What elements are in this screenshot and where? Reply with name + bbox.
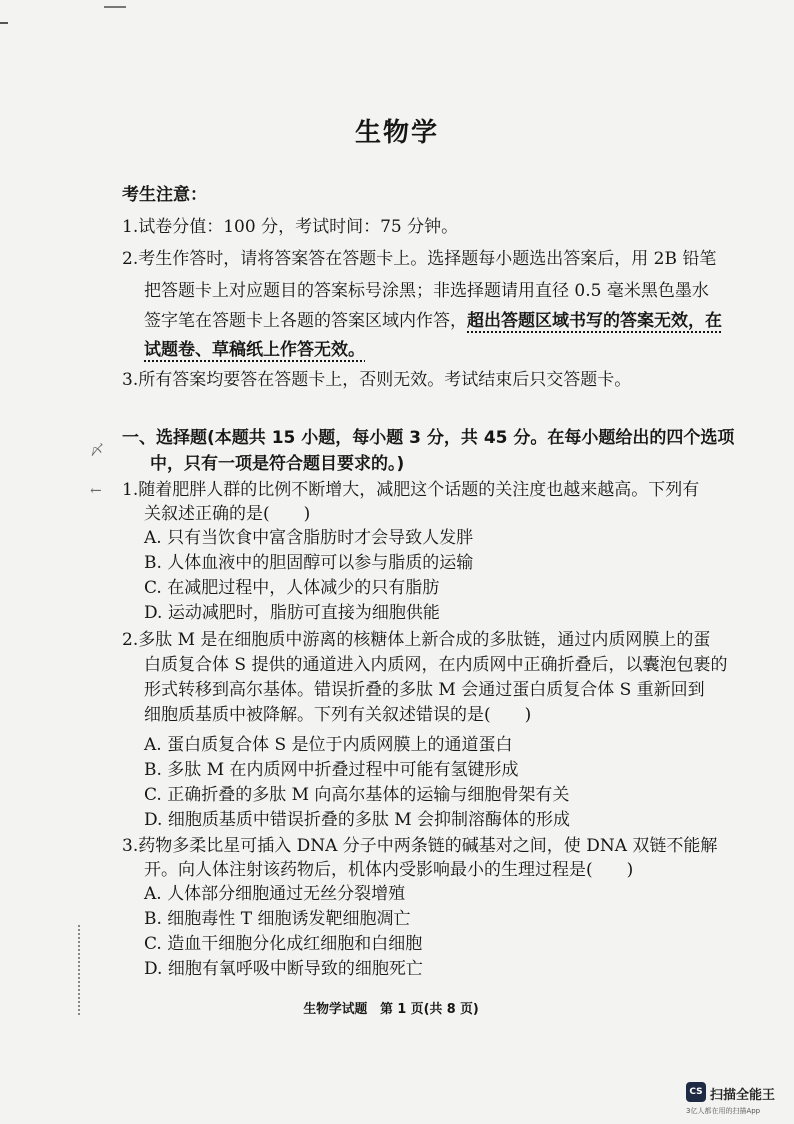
q3-option-b: B. 细胞毒性 T 细胞诱发靶细胞凋亡: [144, 909, 411, 929]
q1-option-c: C. 在减肥过程中，人体减少的只有脂肪: [144, 578, 440, 598]
page-title: 生物学: [354, 118, 439, 148]
q1-stem-line-1: 1.随着肥胖人群的比例不断增大，减肥这个话题的关注度也越来越高。下列有: [122, 480, 700, 500]
margin-mark: ←: [90, 483, 102, 499]
q2-stem-line-4: 细胞质基质中被降解。下列有关叙述错误的是( ): [144, 705, 532, 725]
q2-stem-line-2: 白质复合体 S 提供的通道进入内质网，在内质网中正确折叠后，以囊泡包裹的: [144, 655, 728, 675]
q1-stem-line-2: 关叙述正确的是( ): [144, 504, 311, 524]
q3-option-a: A. 人体部分细胞通过无丝分裂增殖: [144, 884, 406, 904]
camscanner-logo-icon: CS: [686, 1082, 706, 1102]
notice-item-1: 1.试卷分值：100 分，考试时间：75 分钟。: [122, 217, 459, 237]
q2-stem-line-3: 形式转移到高尔基体。错误折叠的多肽 M 会通过蛋白质复合体 S 重新回到: [144, 680, 705, 700]
section-heading-line-2: 中，只有一项是符合题目要求的。): [150, 454, 405, 474]
notice-item-2-line-1: 2.考生作答时，请将答案答在答题卡上。选择题每小题选出答案后，用 2B 铅笔: [122, 249, 717, 269]
notice-item-2-line-3: [144, 313, 722, 330]
q1-option-a: A. 只有当饮食中富含脂肪时才会导致人发胖: [144, 528, 474, 548]
notice-item-2-line-4: 试题卷、草稿纸上作答无效。: [144, 340, 365, 360]
q3-option-d: D. 细胞有氧呼吸中断导致的细胞死亡: [144, 959, 423, 979]
section-heading-line-1: 一、选择题(本题共 15 小题，每小题 3 分，共 45 分。在每小题给出的四个选项: [122, 428, 735, 448]
q2-stem-line-1: 2.多肽 M 是在细胞质中游离的核糖体上新合成的多肽链，通过内质网膜上的蛋: [122, 630, 711, 650]
page-footer: 生物学试题 第 1 页(共 8 页): [303, 1002, 479, 1017]
q3-stem-line-2: 开。向人体注射该药物后，机体内受影响最小的生理过程是( ): [144, 860, 634, 880]
q2-option-d: D. 细胞质基质中错误折叠的多肽 M 会抑制溶酶体的形成: [144, 810, 571, 830]
scan-mark: [104, 6, 126, 8]
q2-option-a: A. 蛋白质复合体 S 是位于内质网膜上的通道蛋白: [144, 735, 513, 755]
margin-mark: 〆: [90, 443, 104, 459]
notice-heading: 考生注意：: [122, 185, 207, 205]
notice-item-2-line-3-text: 签字笔在答题卡上各题的答案区域内作答，: [144, 311, 467, 331]
notice-item-3: 3.所有答案均要答在答题卡上，否则无效。考试结束后只交答题卡。: [122, 370, 632, 390]
q1-option-b: B. 人体血液中的胆固醇可以参与脂质的运输: [144, 553, 474, 573]
scanner-app-name: 扫描全能王: [710, 1088, 776, 1103]
q1-option-d: D. 运动减肥时，脂肪可直接为细胞供能: [144, 603, 440, 623]
scanner-watermark: [686, 1082, 786, 1118]
q3-option-c: C. 造血干细胞分化成红细胞和白细胞: [144, 934, 423, 954]
notice-item-2-line-2: 把答题卡上对应题目的答案标号涂黑；非选择题请用直径 0.5 毫米黑色墨水: [144, 281, 709, 301]
q3-stem-line-1: 3.药物多柔比星可插入 DNA 分子中两条链的碱基对之间，使 DNA 双链不能解: [122, 836, 718, 856]
q2-option-c: C. 正确折叠的多肽 M 向高尔基体的运输与细胞骨架有关: [144, 785, 570, 805]
scan-mark: [0, 22, 8, 24]
notice-emphasis: 超出答题区域书写的答案无效，在: [467, 311, 722, 331]
scanner-tagline: 3亿人都在用的扫描App: [686, 1107, 761, 1115]
q2-option-b: B. 多肽 M 在内质网中折叠过程中可能有氢键形成: [144, 760, 519, 780]
